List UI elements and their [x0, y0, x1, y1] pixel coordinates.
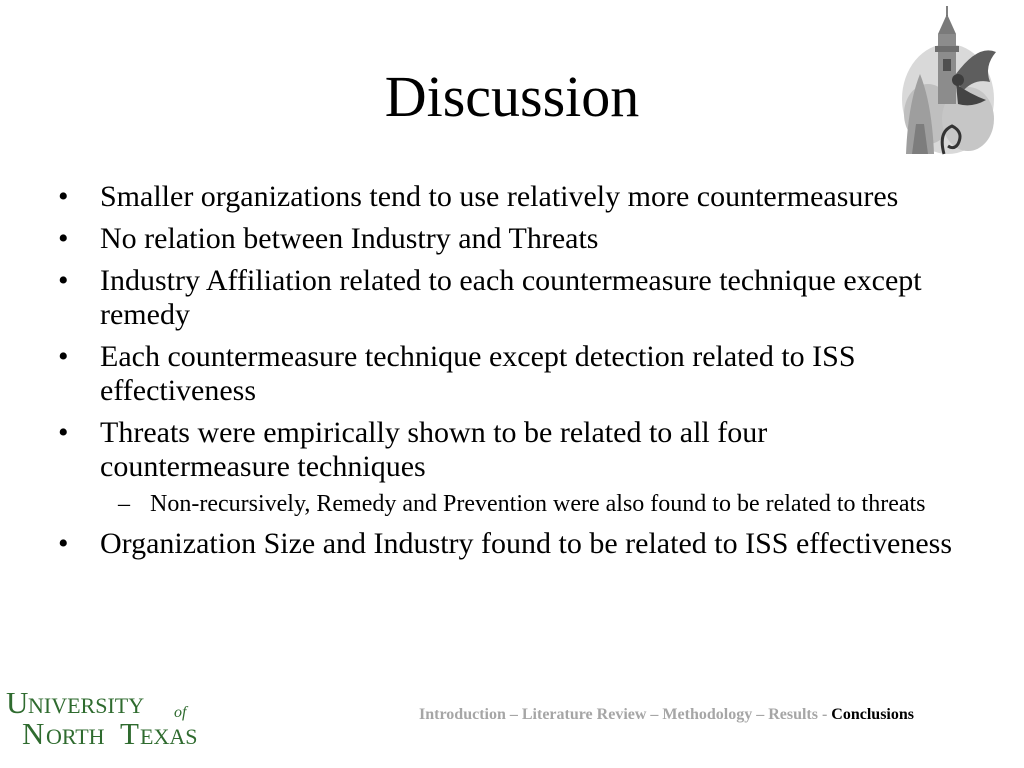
- bullet-item: [58, 527, 958, 561]
- sub-bullet-list: [100, 490, 958, 519]
- logo-line2-rest: ORTH: [46, 724, 105, 748]
- bullet-text: No relation between Industry and Threats: [100, 222, 599, 255]
- bullet-text: Smaller organizations tend to use relatively more countermeasures: [100, 180, 899, 213]
- logo-of: of: [174, 704, 187, 721]
- section-nav: [419, 706, 914, 724]
- sub-bullet-text: Non-recursively, Remedy and Prevention were also found to be related to threats: [150, 491, 926, 517]
- bullet-item: [58, 416, 958, 519]
- bullet-item: [58, 180, 958, 214]
- bullet-text: Each countermeasure technique except detection related to ISS effectiveness: [100, 340, 856, 407]
- section-nav-current: Conclusions: [831, 706, 914, 723]
- logo-line1-rest: NIVERSITY: [28, 693, 145, 718]
- sub-bullet-item: [104, 490, 958, 519]
- bullet-text: Industry Affiliation related to each countermeasure technique except remedy: [100, 264, 922, 331]
- bullet-item: [58, 264, 958, 332]
- bullet-text: Threats were empirically shown to be related to all four countermeasure techniques: [100, 416, 768, 483]
- bullet-item: [58, 340, 958, 408]
- logo-line2-rest-2: EXAS: [140, 724, 198, 748]
- bullet-text: Organization Size and Industry found to be related to ISS effectiveness: [100, 527, 952, 560]
- eagle-tower-crest-icon: [898, 4, 998, 160]
- bullet-item: [58, 222, 958, 256]
- slide-title: Discussion: [384, 64, 640, 129]
- bullet-list: [58, 180, 958, 569]
- logo-line2-initial: N: [22, 716, 45, 748]
- logo-line2-initial-2: T: [120, 716, 139, 748]
- section-nav-prefix: Introduction – Literature Review – Methodology – Results -: [419, 706, 832, 723]
- logo-line1-initial: U: [6, 686, 29, 720]
- unt-logo: [6, 686, 228, 748]
